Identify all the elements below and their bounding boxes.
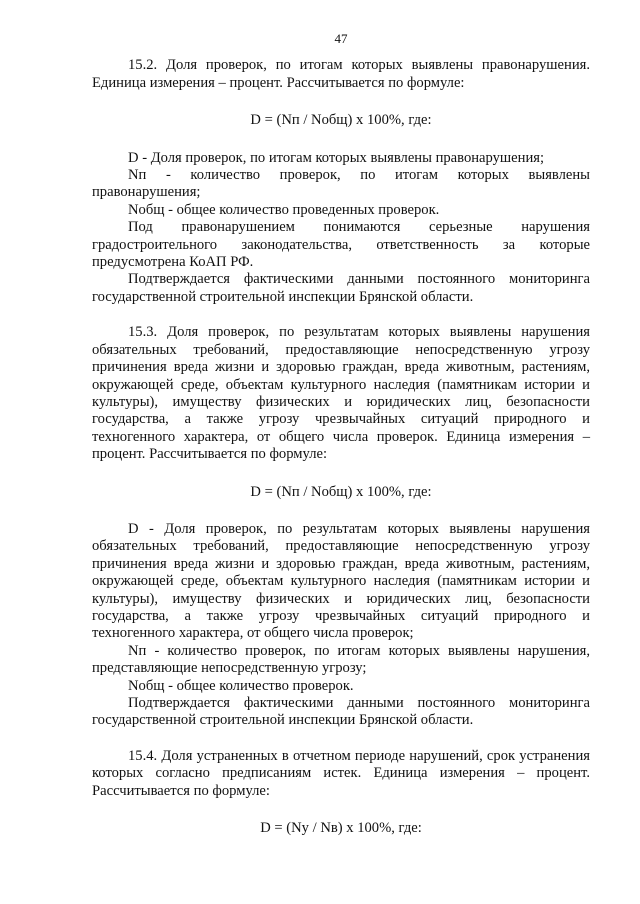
- section-15-3-nobsh-definition: Nобщ - общее количество проверок.: [128, 677, 354, 694]
- section-gap: [92, 306, 590, 324]
- document-page: [92, 30, 590, 857]
- section-gap: [92, 730, 590, 748]
- section-15-3-np-definition: Nп - количество проверок, по итогам которых выявлены нарушения, представляющие непосредственную угрозу;: [92, 642, 590, 677]
- section-15-3-confirm: Подтверждается фактическими данными постоянного мониторинга государственной строительной инспекции Брянской области.: [92, 695, 590, 729]
- section-15-2-confirm: Подтверждается фактическими данными постоянного мониторинга государственной строительной инспекции Брянской области.: [92, 271, 590, 305]
- section-15-2: [92, 57, 590, 306]
- section-15-2-intro: 15.2. Доля проверок, по итогам которых выявлены правонарушения. Единица измерения – процент. Рассчитывается по формуле:: [92, 57, 590, 91]
- section-15-4-formula: D = (Nу / Nв) x 100%, где:: [260, 820, 422, 837]
- section-15-3-intro: 15.3. Доля проверок, по результатам которых выявлены нарушения обязательных требований, предоставляющие непосредственную угрозу причинения вреда жизни и здоровью граждан, вреда животным, растениям, окружающей среде, объектам культурного наследия (памятникам истории и культуры), имуществу физических и юридических лиц, безопасности государства, а также угрозу чрезвычайных ситуаций природного и техногенного характера, от общего числа проверок. Единица измерения – процент. Рассчитывается по формуле:: [92, 324, 590, 463]
- section-15-2-d-definition: D - Доля проверок, по итогам которых выявлены правонарушения;: [128, 149, 545, 166]
- section-15-4-intro: 15.4. Доля устраненных в отчетном периоде нарушений, срок устранения которых согласно предписаниям истек. Единица измерения – процент. Рассчитывается по формуле:: [92, 747, 590, 799]
- page-number: 47: [334, 31, 348, 46]
- section-15-2-np-definition: Nп - количество проверок, по итогам которых выявлены правонарушения;: [92, 167, 590, 201]
- section-15-4: [92, 748, 590, 838]
- section-15-3: [92, 324, 590, 730]
- section-15-2-formula: D = (Nп / Nобщ) x 100%, где:: [250, 112, 432, 129]
- section-15-2-note: Под правонарушением понимаются серьезные нарушения градостроительного законодательства, ответственность за которые предусмотрена КоАП РФ.: [92, 219, 590, 271]
- section-15-2-nobsh-definition: Nобщ - общее количество проведенных проверок.: [128, 201, 440, 218]
- section-15-3-formula: D = (Nп / Nобщ) x 100%, где:: [250, 483, 432, 500]
- section-15-3-d-definition: D - Доля проверок, по результатам которых выявлены нарушения обязательных требований, предоставляющие непосредственную угрозу причинения вреда жизни и здоровью граждан, вреда животным, растениям, окружающей среде, объектам культурного наследия (памятникам истории и культуры), имуществу физических и юридических лиц, безопасности государства, а также угрозу чрезвычайных ситуаций природного и техногенного характера, от общего числа проверок;: [92, 520, 590, 642]
